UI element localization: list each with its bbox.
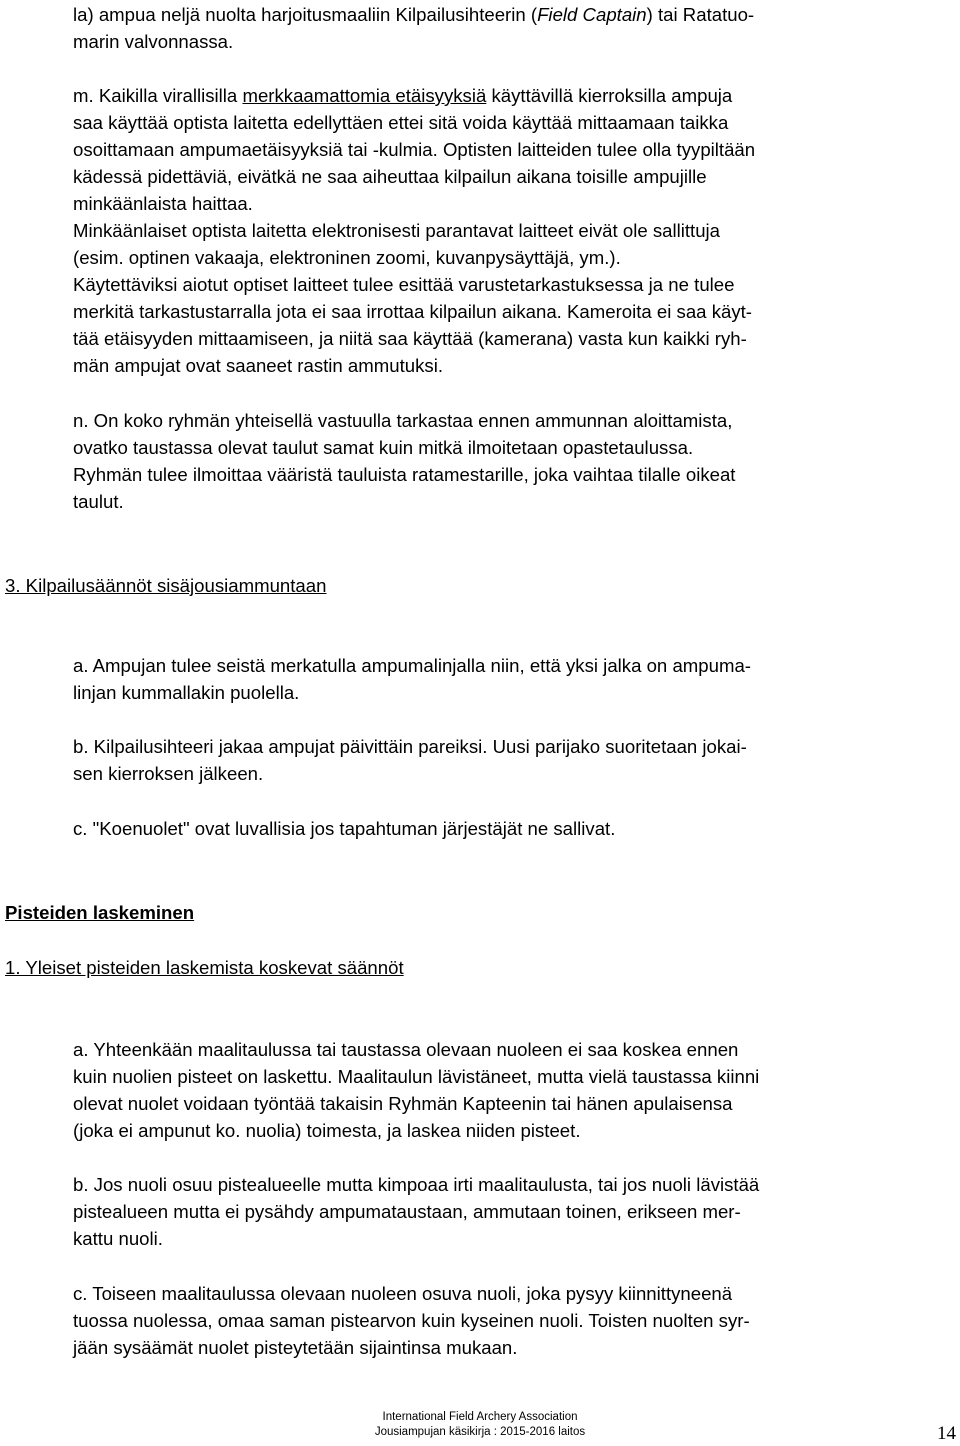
- scoring-subheading: 1. Yleiset pisteiden laskemista koskevat säännöt: [5, 957, 404, 978]
- scoring-c-line: c. Toiseen maalitaulussa olevaan nuoleen osuva nuoli, joka pysyy kiinnittyneenä: [73, 1283, 733, 1304]
- item-l-line-2: marin valvonnassa.: [73, 31, 234, 52]
- section-3-b-line: b. Kilpailusihteeri jakaa ampujat päivittäin pareiksi. Uusi parijako suoritetaan jokai-: [73, 736, 747, 757]
- scoring-c-line: jään sysäämät nuolet pisteytetään sijaintinsa mukaan.: [73, 1337, 518, 1358]
- scoring-b-line: b. Jos nuoli osuu pistealueelle mutta kimpoaa irti maalitaulusta, tai jos nuoli lävistää: [73, 1174, 760, 1195]
- section-3-heading: 3. Kilpailusäännöt sisäjousiammuntaan: [5, 575, 327, 596]
- scoring-b-line: pistealueen mutta ei pysähdy ampumataustaan, ammutaan toinen, erikseen mer-: [73, 1201, 741, 1222]
- footer-book-title: Jousiampujan käsikirja : 2015-2016 laitos: [374, 1426, 586, 1438]
- item-l-paragraph: [73, 1, 754, 55]
- scoring-item-a: [73, 1036, 759, 1144]
- item-n-paragraph: [73, 407, 735, 515]
- section-3-c-line: c. "Koenuolet" ovat luvallisia jos tapahtuman järjestäjät ne sallivat.: [73, 818, 616, 839]
- scoring-a-line: olevat nuolet voidaan työntää takaisin Ryhmän Kapteenin tai hänen apulaisensa: [73, 1093, 733, 1114]
- scoring-b-line: kattu nuoli.: [73, 1228, 163, 1249]
- field-captain-term: Field Captain: [537, 4, 647, 25]
- unmarked-distances-term: merkkaamattomia etäisyyksiä: [242, 85, 487, 106]
- page-number: 14: [937, 1423, 956, 1444]
- item-n-line: n. On koko ryhmän yhteisellä vastuulla tarkastaa ennen ammunnan aloittamista,: [73, 410, 733, 431]
- item-m-line: kädessä pidettäviä, eivätkä ne saa aiheuttaa kilpailun aikana toisille ampujille: [73, 166, 707, 187]
- section-3-item-b: [73, 733, 747, 787]
- item-n-line: taulut.: [73, 491, 124, 512]
- scoring-a-line: a. Yhteenkään maalitaulussa tai taustassa olevaan nuoleen ei saa koskea ennen: [73, 1039, 739, 1060]
- item-m-line: Käytettäviksi aiotut optiset laitteet tulee esittää varustetarkastuksessa ja ne tulee: [73, 274, 735, 295]
- section-3-b-line: sen kierroksen jälkeen.: [73, 763, 264, 784]
- item-n-line: ovatko taustassa olevat taulut samat kuin mitkä ilmoitetaan opastetaulussa.: [73, 437, 694, 458]
- item-n-line: Ryhmän tulee ilmoittaa vääristä tauluista ratamestarille, joka vaihtaa tilalle oikeat: [73, 464, 736, 485]
- scoring-a-line: kuin nuolien pisteet on laskettu. Maalitaulun lävistäneet, mutta vielä taustassa kiinni: [73, 1066, 760, 1087]
- item-m-line: osoittamaan ampumaetäisyyksiä tai -kulmia. Optisten laitteiden tulee olla tyypiltään: [73, 139, 756, 160]
- item-m-line: merkitä tarkastustarralla jota ei saa irrottaa kilpailun aikana. Kameroita ei saa käyt-: [73, 301, 752, 322]
- item-m-line: Minkäänlaiset optista laitetta elektronisesti parantavat laitteet eivät ole sallittuja: [73, 220, 721, 241]
- item-m-line: tää etäisyyden mittaamiseen, ja niitä saa käyttää (kamerana) vasta kun kaikki ryh-: [73, 328, 747, 349]
- scoring-c-line: tuossa nuolessa, omaa saman pistearvon kuin kyseinen nuoli. Toisten nuolten syr-: [73, 1310, 750, 1331]
- section-3-a-line: linjan kummallakin puolella.: [73, 682, 300, 703]
- section-3-a-line: a. Ampujan tulee seistä merkatulla ampumalinjalla niin, että yksi jalka on ampuma-: [73, 655, 751, 676]
- scoring-item-b: [73, 1171, 759, 1252]
- item-m-line: saa käyttää optista laitetta edellyttäen ettei sitä voida käyttää mittaamaan taikka: [73, 112, 729, 133]
- item-m-line: (esim. optinen vakaaja, elektroninen zoomi, kuvanpysäyttäjä, ym.).: [73, 247, 621, 268]
- scoring-item-c: [73, 1280, 750, 1361]
- item-m-paragraph: [73, 82, 755, 379]
- section-3-item-a: [73, 652, 751, 706]
- item-m-line-1: m. Kaikilla virallisilla merkkaamattomia etäisyyksiä käyttävillä kierroksilla ampuja: [73, 85, 733, 106]
- scoring-heading: Pisteiden laskeminen: [5, 902, 195, 923]
- item-l-line-1: la) ampua neljä nuolta harjoitusmaaliin Kilpailusihteerin (Field Captain) tai Ratatuo-: [73, 4, 755, 25]
- item-m-line: män ampujat ovat saaneet rastin ammutuksi.: [73, 355, 443, 376]
- scoring-a-line: (joka ei ampunut ko. nuolia) toimesta, ja laskea niiden pisteet.: [73, 1120, 581, 1141]
- footer-organization: International Field Archery Association: [382, 1411, 578, 1423]
- item-m-line: minkäänlaista haittaa.: [73, 193, 253, 214]
- section-3-item-c: [73, 815, 615, 842]
